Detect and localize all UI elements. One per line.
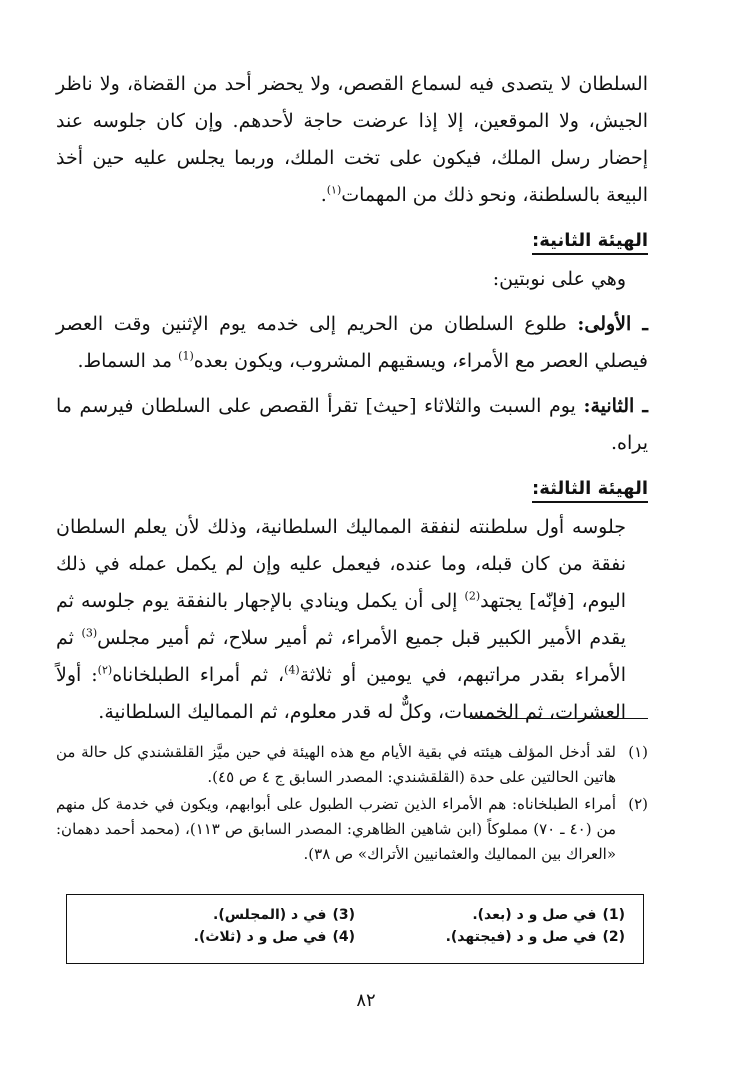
variant-ref[interactable]: (2) [464, 589, 481, 603]
variant-text: في صل و د (فيجتهد). [445, 929, 597, 945]
first-turn-paragraph [56, 306, 648, 380]
intro-end: . [320, 184, 327, 206]
second-turn-label: ـ الثانية: [583, 395, 648, 417]
variant-ref[interactable]: (1) [178, 349, 194, 363]
footnotes [56, 740, 648, 869]
footnote [56, 740, 648, 790]
third-text-a: جلوسه أول سلطنته لنفقة المماليك السلطانية، وذلك لأن يعلم السلطان نفقة من كان قبله، وما عنده، فيعمل عليه وإن لم يكمل عمله في ذلك اليوم، [فإنّه] يجتهد [56, 516, 626, 612]
footnote-ref[interactable]: (٢) [97, 663, 113, 677]
variant-note [85, 929, 355, 945]
footnote-number: (٢) [628, 795, 648, 813]
first-turn-label: ـ الأولى: [577, 313, 648, 335]
footnote-divider [470, 718, 648, 719]
manuscript-variants-box [66, 894, 644, 964]
third-paragraph [56, 509, 648, 731]
variant-number: (3) [332, 907, 355, 923]
second-turn-paragraph [56, 388, 648, 462]
main-text [56, 66, 648, 731]
third-text-c: ثم الأمراء بقدر مراتبهم، في يومين أو ثلاثة [56, 627, 626, 686]
page-number: ٨٢ [356, 990, 376, 1011]
variant-note [355, 929, 625, 945]
first-turn-text-end: مد السماط. [77, 350, 173, 372]
variant-number: (4) [332, 929, 355, 945]
first-turn-text: طلوع السلطان من الحريم إلى خدمه يوم الإثنين وقت العصر فيصلي العصر مع الأمراء، ويسقيهم المشروب، ويكون بعده [56, 313, 648, 372]
variant-text: في صل و د (ثلاث). [193, 929, 327, 945]
variant-number: (2) [602, 929, 625, 945]
intro-paragraph [56, 66, 648, 214]
section-heading-third: الهيئة الثالثة: [532, 478, 648, 503]
section-heading-second: الهيئة الثانية: [532, 230, 648, 255]
footnote-text: أمراء الطبلخاناه: هم الأمراء الذين تضرب الطبول على أبوابهم، ويكون في خدمة كل منهم من (٤٠ ـ ٧٠) مملوكاً (ابن شاهين الظاهري: المصدر السابق ص ١١٣)، (محمد أحمد دهمان: «العراك بين المماليك والعثمانيين الأتراك» ص ٣٨). [56, 795, 617, 863]
intro-text: السلطان لا يتصدى فيه لسماع القصص، ولا يحضر أحد من القضاة، ولا ناظر الجيش، ولا الموقعين، إلا إذا عرضت حاجة لأحدهم. وإن كان جلوسه عند إحضار رسل الملك، فيكون على تخت الملك، وربما يجلس عليه حين أخذ البيعة بالسلطنة، ونحو ذلك من المهمات [56, 73, 648, 206]
variant-note [355, 907, 625, 923]
variant-number: (1) [602, 907, 625, 923]
second-turn-text: يوم السبت والثلاثاء [حيث] تقرأ القصص على السلطان فيرسم ما يراه. [56, 395, 648, 454]
footnote-text: لقد أدخل المؤلف هيئته في بقية الأيام مع هذه الهيئة في حين ميَّز القلقشندي كل حالة من هاتين الحالتين على حدة (القلقشندي: المصدر السابق ج ٤ ص ٤٥). [56, 743, 616, 786]
footnote-ref[interactable]: (١) [326, 183, 342, 197]
third-text-e: : أولاً العشرات، ثم الخمسات، وكلٌّ له قدر معلوم، ثم المماليك السلطانية. [56, 664, 626, 723]
footnote [56, 792, 648, 867]
third-text-d: ، ثم أمراء الطبلخاناه [112, 664, 285, 686]
second-intro: وهي على نوبتين: [492, 268, 626, 290]
third-text-b: إلى أن يكمل وينادي بالإجهار بالنفقة يوم جلوسه ثم يقدم الأمير الكبير قبل جميع الأمراء، ثم أمير سلاح، ثم أمير مجلس [56, 590, 626, 649]
footnote-number: (١) [628, 743, 648, 761]
variant-note [85, 907, 355, 923]
variant-ref[interactable]: (3) [81, 626, 98, 640]
variant-text: في صل و د (بعد). [472, 907, 597, 923]
variant-text: في د (المجلس). [213, 907, 327, 923]
variant-ref[interactable]: (4) [284, 663, 300, 677]
